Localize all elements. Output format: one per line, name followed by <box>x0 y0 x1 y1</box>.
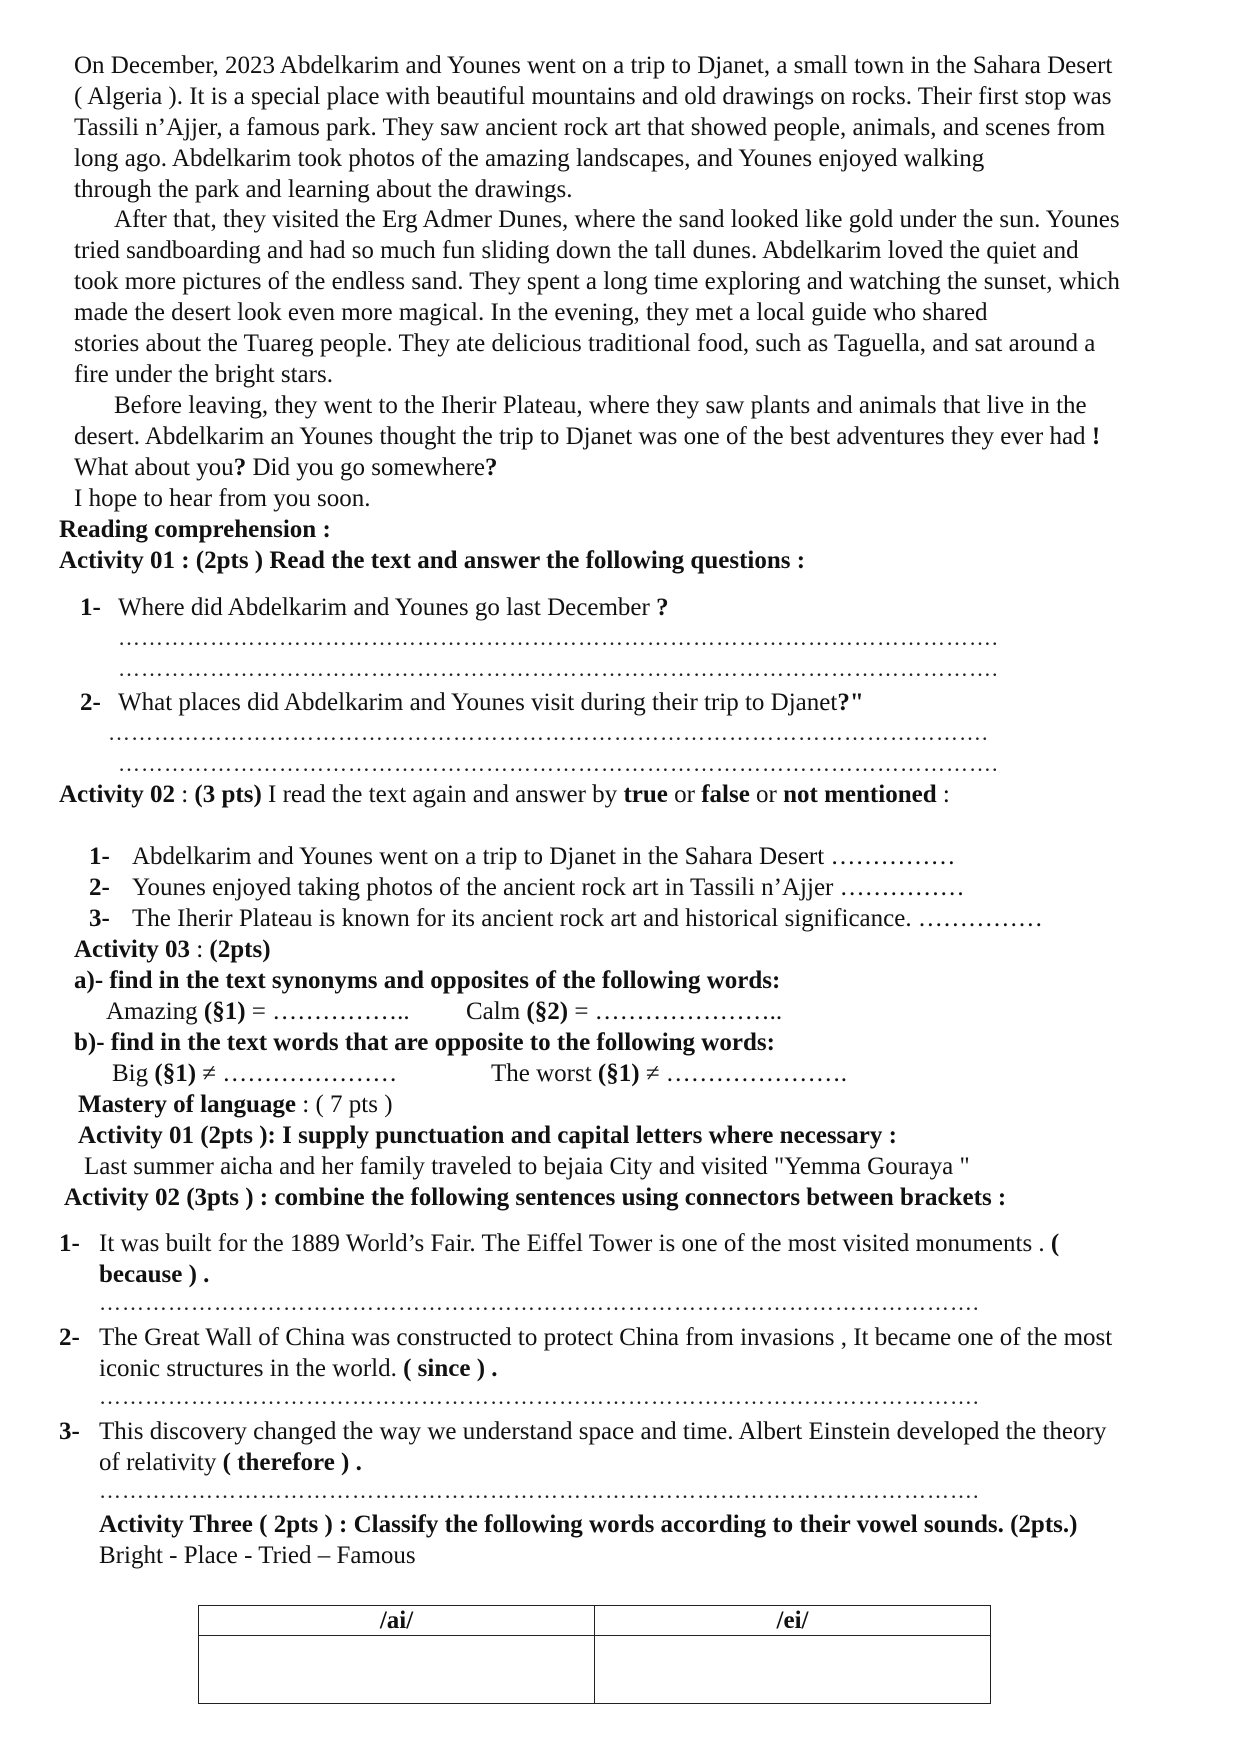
column-header-ei: /ei/ <box>595 1606 991 1636</box>
answer-line[interactable]: ……………………………………………………………………………………………………. <box>99 1384 980 1409</box>
question-2: What places did Abdelkarim and Younes visit during their trip to Djanet?" <box>118 689 864 716</box>
combine-sentence: It was built for the 1889 World’s Fair. The Eiffel Tower is one of the most visited monuments . ( <box>99 1230 1060 1257</box>
passage-line: long ago. Abdelkarim took photos of the amazing landscapes, and Younes enjoyed walking <box>74 145 985 172</box>
answer-line[interactable]: ……………………………………………………………………………………………………. <box>99 1290 980 1315</box>
word-list: Bright - Place - Tried – Famous <box>99 1542 416 1569</box>
mastery-activity-01-title: Activity 01 (2pts ): I supply punctuation and capital letters where necessary : <box>78 1122 897 1149</box>
answer-blank[interactable]: …………… <box>839 874 965 901</box>
activity-three-title: Activity Three ( 2pts ) : Classify the following words according to their vowel sounds. (2pts.) <box>99 1511 1078 1538</box>
passage-line: tried sandboarding and had so much fun sliding down the tall dunes. Abdelkarim loved the quiet and <box>74 237 1079 264</box>
tf-statement: Abdelkarim and Younes went on a trip to Djanet in the Sahara Desert …………… <box>132 843 956 870</box>
passage-line: On December, 2023 Abdelkarim and Younes went on a trip to Djanet, a small town in the Sahara Desert <box>74 52 1113 79</box>
item-number: 1- <box>59 1230 80 1257</box>
question-number: 2- <box>80 689 101 716</box>
answer-line[interactable]: ……………………………………………………………………………………………………. <box>118 751 999 776</box>
passage-line: desert. Abdelkarim an Younes thought the trip to Djanet was one of the best adventures they ever had ! <box>74 423 1101 450</box>
question-1: Where did Abdelkarim and Younes go last December ? <box>118 594 669 621</box>
passage-line: What about you? Did you go somewhere? <box>74 454 498 481</box>
passage-line: Before leaving, they went to the Iherir Plateau, where they saw plants and animals that live in the <box>114 392 1087 419</box>
section-b-title: b)- find in the text words that are opposite to the following words: <box>74 1029 775 1056</box>
passage-line: After that, they visited the Erg Admer Dunes, where the sand looked like gold under the sun. Younes <box>114 206 1120 233</box>
passage-line: ( Algeria ). It is a special place with beautiful mountains and old drawings on rocks. Their first stop was <box>74 83 1112 110</box>
answer-line[interactable]: ……………………………………………………………………………………………………. <box>118 656 999 681</box>
combine-sentence: The Great Wall of China was constructed to protect China from invasions , It became one of the most <box>99 1324 1113 1351</box>
combine-sentence: This discovery changed the way we understand space and time. Albert Einstein developed the theory <box>99 1418 1107 1445</box>
reading-heading: Reading comprehension : <box>59 516 331 543</box>
item-number: 2- <box>89 874 110 901</box>
combine-sentence: of relativity ( therefore ) . <box>99 1449 362 1476</box>
passage-line: through the park and learning about the drawings. <box>74 176 573 203</box>
passage-line: fire under the bright stars. <box>74 361 333 388</box>
connector: because ) . <box>99 1261 210 1288</box>
activity-03-title: Activity 03 : (2pts) <box>74 936 271 963</box>
vocab-item[interactable]: Amazing (§1) = …………….. <box>106 998 410 1025</box>
tf-statement: Younes enjoyed taking photos of the ancient rock art in Tassili n’Ajjer …………… <box>132 874 965 901</box>
item-number: 3- <box>59 1418 80 1445</box>
passage-line: took more pictures of the endless sand. They spent a long time exploring and watching the sunset, which <box>74 268 1120 295</box>
activity-01-title: Activity 01 : (2pts ) Read the text and answer the following questions : <box>59 547 806 574</box>
passage-line: I hope to hear from you soon. <box>74 485 371 512</box>
answer-cell-ai[interactable] <box>199 1636 595 1704</box>
item-number: 1- <box>89 843 110 870</box>
passage-line: stories about the Tuareg people. They ate delicious traditional food, such as Taguella, and sat around a <box>74 330 1096 357</box>
section-a-title: a)- find in the text synonyms and opposites of the following words: <box>74 967 781 994</box>
activity-02-title: Activity 02 : (3 pts) I read the text again and answer by true or false or not mentioned : <box>59 781 950 808</box>
mastery-activity-02-title: Activity 02 (3pts ) : combine the following sentences using connectors between brackets : <box>64 1184 1007 1211</box>
passage-line: made the desert look even more magical. In the evening, they met a local guide who shared <box>74 299 988 326</box>
column-header-ai: /ai/ <box>199 1606 595 1636</box>
question-number: 1- <box>80 594 101 621</box>
answer-line[interactable]: ……………………………………………………………………………………………………. <box>99 1478 980 1503</box>
vocab-item[interactable]: Big (§1) ≠ ………………… <box>112 1060 398 1087</box>
vowel-sound-table <box>198 1605 991 1704</box>
answer-line[interactable]: ……………………………………………………………………………………………………. <box>118 625 999 650</box>
answer-blank[interactable]: …………… <box>917 905 1043 932</box>
passage-line: Tassili n’Ajjer, a famous park. They saw ancient rock art that showed people, animals, and scenes from <box>74 114 1106 141</box>
punctuation-sentence: Last summer aicha and her family traveled to bejaia City and visited "Yemma Gouraya " <box>84 1153 970 1180</box>
mastery-heading: Mastery of language : ( 7 pts ) <box>78 1091 393 1118</box>
item-number: 2- <box>59 1324 80 1351</box>
vocab-item[interactable]: Calm (§2) = ………………….. <box>466 998 783 1025</box>
vocab-item[interactable]: The worst (§1) ≠ …………………. <box>491 1060 848 1087</box>
answer-blank[interactable]: …………… <box>830 843 956 870</box>
item-number: 3- <box>89 905 110 932</box>
answer-line[interactable]: ……………………………………………………………………………………………………. <box>108 720 989 745</box>
tf-statement: The Iherir Plateau is known for its ancient rock art and historical significance. …………… <box>132 905 1043 932</box>
answer-cell-ei[interactable] <box>595 1636 991 1704</box>
combine-sentence: iconic structures in the world. ( since ) . <box>99 1355 498 1382</box>
